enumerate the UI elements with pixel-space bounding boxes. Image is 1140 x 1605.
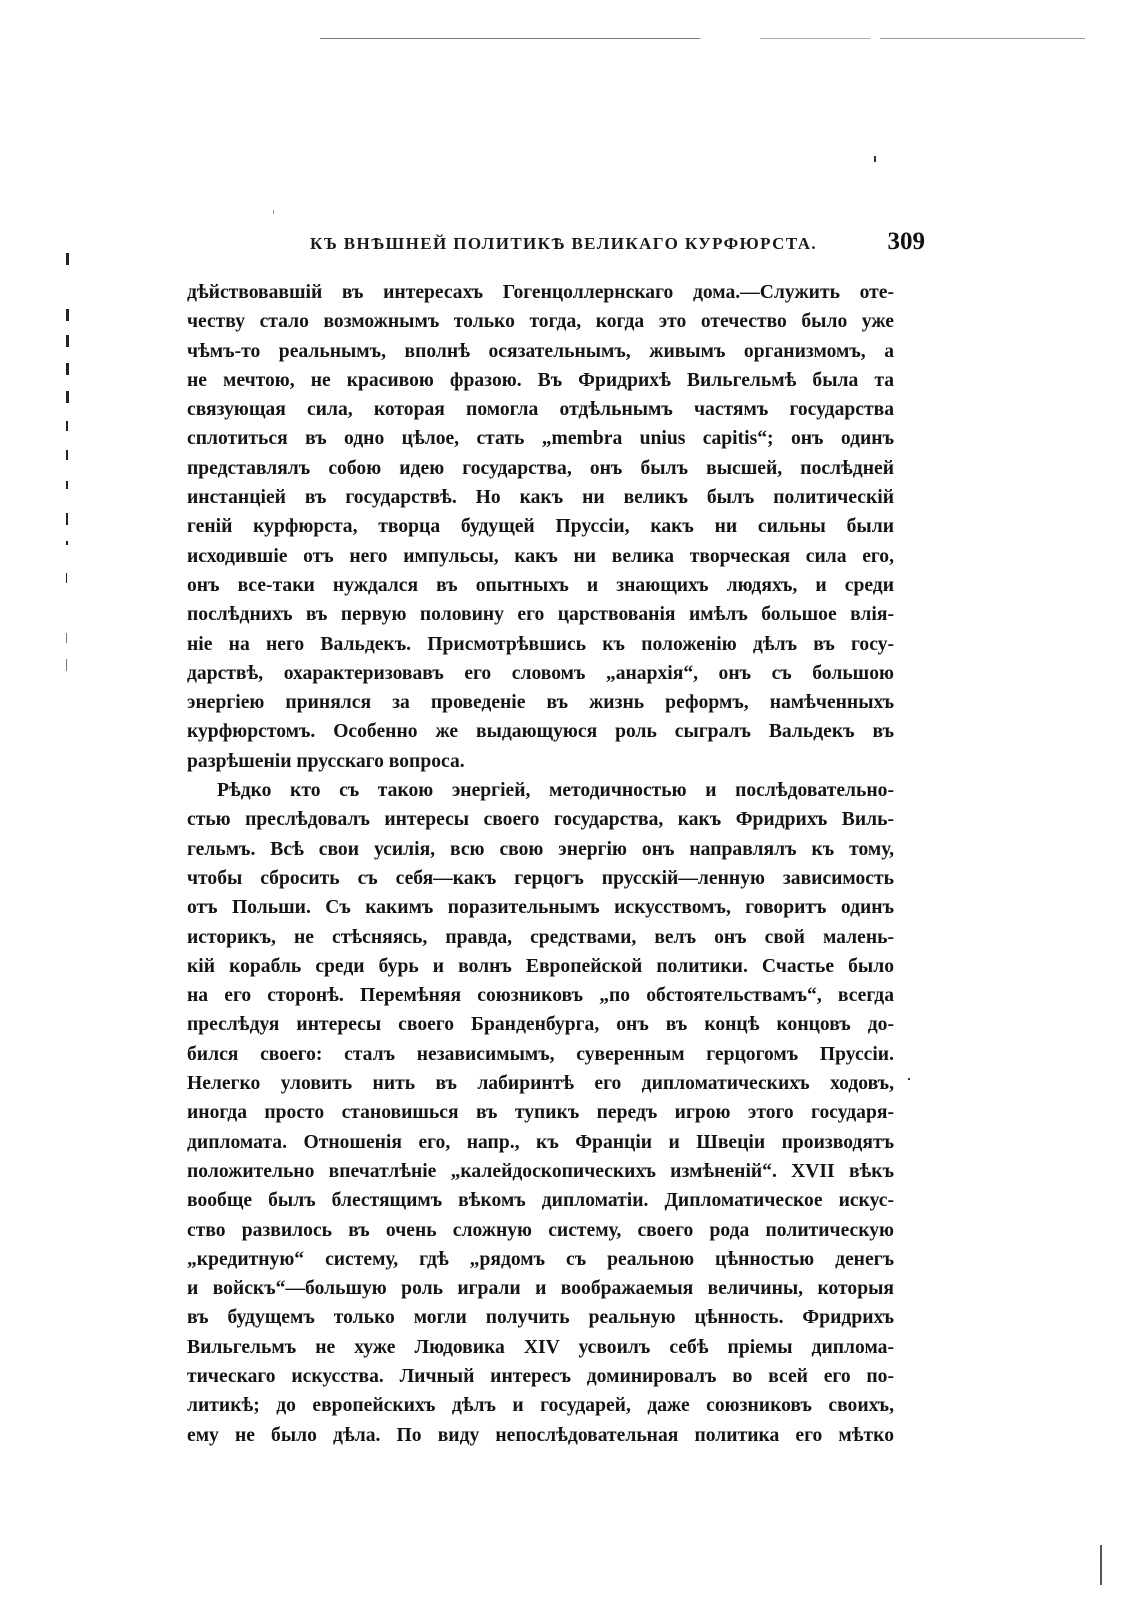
text-line: геній курфюрста, творца будущей Пруссіи, какъ ни сильны были	[187, 516, 894, 538]
scan-speck	[273, 210, 274, 214]
text-line: положительно впечатлѣніе „калейдоскопическихъ измѣненій“. XVII вѣкъ	[187, 1160, 894, 1182]
scan-speck	[908, 1078, 910, 1080]
binding-margin-marks	[62, 245, 76, 685]
margin-mark	[66, 335, 69, 347]
top-scan-rule	[880, 38, 1085, 39]
text-line: на его сторонѣ. Перемѣняя союзниковъ „по обстоятельствамъ“, всегда	[187, 985, 894, 1007]
text-line: Вильгельмъ не хуже Людовика XIV усвоилъ себѣ пріемы диплома-	[187, 1336, 894, 1358]
text-line: стью преслѣдовалъ интересы своего государства, какъ Фридрихъ Виль-	[187, 809, 894, 831]
page-body-text	[187, 278, 894, 1450]
page-header	[190, 228, 925, 262]
text-line: представлялъ собою идею государства, онъ былъ высшей, послѣдней	[187, 457, 894, 479]
scan-speck	[874, 156, 876, 162]
margin-mark	[66, 421, 68, 431]
margin-mark	[66, 659, 67, 671]
paragraph-end-line: разрѣшеніи прусскаго вопроса.	[187, 750, 465, 772]
text-line: Нелегко уловить нить въ лабиринтѣ его дипломатическихъ ходовъ,	[187, 1073, 894, 1095]
margin-mark	[66, 391, 69, 403]
text-line: дипломата. Отношенія его, напр., къ Франціи и Швеціи производятъ	[187, 1131, 894, 1153]
text-line: тическаго искусства. Личный интересъ доминировалъ во всей его по-	[187, 1365, 894, 1387]
text-line: онъ все-таки нуждался въ опытныхъ и знающихъ людяхъ, и среди	[187, 574, 894, 596]
running-title: КЪ ВНѢШНЕЙ ПОЛИТИКѢ ВЕЛИКАГО КУРФЮРСТА.	[310, 234, 818, 253]
scan-edge-mark	[1100, 1545, 1102, 1585]
margin-mark	[66, 513, 68, 525]
text-line: ніе на него Вальдекъ. Присмотрѣвшись къ положенію дѣлъ въ госу-	[187, 633, 894, 655]
text-line: честву стало возможнымъ только тогда, когда это отечество было уже	[187, 311, 894, 333]
margin-mark	[66, 573, 67, 583]
text-line: инстанціей въ государствѣ. Но какъ ни великъ былъ политическій	[187, 487, 894, 509]
text-line: курфюрстомъ. Особенно же выдающуюся роль сыгралъ Вальдекъ въ	[187, 721, 894, 743]
text-line: чтобы сбросить съ себя—какъ герцогъ прусскій—ленную зависимость	[187, 867, 894, 889]
margin-mark	[66, 309, 69, 321]
text-line: послѣднихъ въ первую половину его царствованія имѣлъ большое влія-	[187, 604, 894, 626]
text-line: литикѣ; до европейскихъ дѣлъ и государей, даже союзниковъ своихъ,	[187, 1395, 894, 1417]
top-scan-rule	[760, 38, 870, 39]
text-line: историкъ, не стѣсняясь, правда, средствами, велъ онъ свой малень-	[187, 926, 894, 948]
text-line: не мечтою, не красивою фразою. Въ Фридрихѣ Вильгельмѣ была та	[187, 369, 894, 391]
paragraph-first-line: Рѣдко кто съ такою энергіей, методичностью и послѣдовательно-	[217, 780, 894, 802]
top-scan-rule	[320, 38, 700, 39]
text-line: „кредитную“ систему, гдѣ „рядомъ съ реальною цѣнностью денегъ	[187, 1248, 894, 1270]
text-line: гельмъ. Всѣ свои усилія, всю свою энергію онъ направлялъ къ тому,	[187, 838, 894, 860]
margin-mark	[66, 541, 68, 545]
text-line: сплотиться въ одно цѣлое, стать „membra unius capitis“; онъ одинъ	[187, 428, 894, 450]
text-line: дарствѣ, охарактеризовавъ его словомъ „анархія“, онъ съ большою	[187, 662, 894, 684]
margin-mark	[66, 633, 67, 643]
text-line: преслѣдуя интересы своего Бранденбурга, онъ въ концѣ концовъ до-	[187, 1014, 894, 1036]
margin-mark	[66, 253, 69, 265]
text-line: ство развилось въ очень сложную систему, своего рода политическую	[187, 1219, 894, 1241]
margin-mark	[66, 450, 68, 460]
text-line: кій корабль среди бурь и волнъ Европейской политики. Счастье было	[187, 955, 894, 977]
text-line: исходившіе отъ него импульсы, какъ ни велика творческая сила его,	[187, 545, 894, 567]
page-number: 309	[887, 228, 925, 255]
text-line: дѣйствовавшій въ интересахъ Гогенцоллернскаго дома.—Служить оте-	[187, 282, 894, 303]
text-line: иногда просто становишься въ тупикъ передъ игрою этого государя-	[187, 1102, 894, 1124]
margin-mark	[66, 481, 68, 489]
text-line: бился своего: сталъ независимымъ, суверенным герцогомъ Пруссіи.	[187, 1043, 894, 1065]
text-line: вообще былъ блестящимъ вѣкомъ дипломатіи. Дипломатическое искус-	[187, 1190, 894, 1212]
text-line: ему не было дѣла. По виду непослѣдовательная политика его мѣтко	[187, 1424, 894, 1446]
text-line: чѣмъ-то реальнымъ, вполнѣ осязательнымъ, живымъ организмомъ, а	[187, 340, 894, 362]
text-line: связующая сила, которая помогла отдѣльнымъ частямъ государства	[187, 399, 894, 421]
text-line: энергіею принялся за проведеніе въ жизнь реформъ, намѣченныхъ	[187, 692, 894, 714]
text-line: и войскъ“—большую роль играли и воображаемыя величины, которыя	[187, 1278, 894, 1300]
text-line: въ будущемъ только могли получить реальную цѣнность. Фридрихъ	[187, 1307, 894, 1329]
margin-mark	[66, 363, 69, 375]
text-line: отъ Польши. Съ какимъ поразительнымъ искусствомъ, говоритъ одинъ	[187, 897, 894, 919]
